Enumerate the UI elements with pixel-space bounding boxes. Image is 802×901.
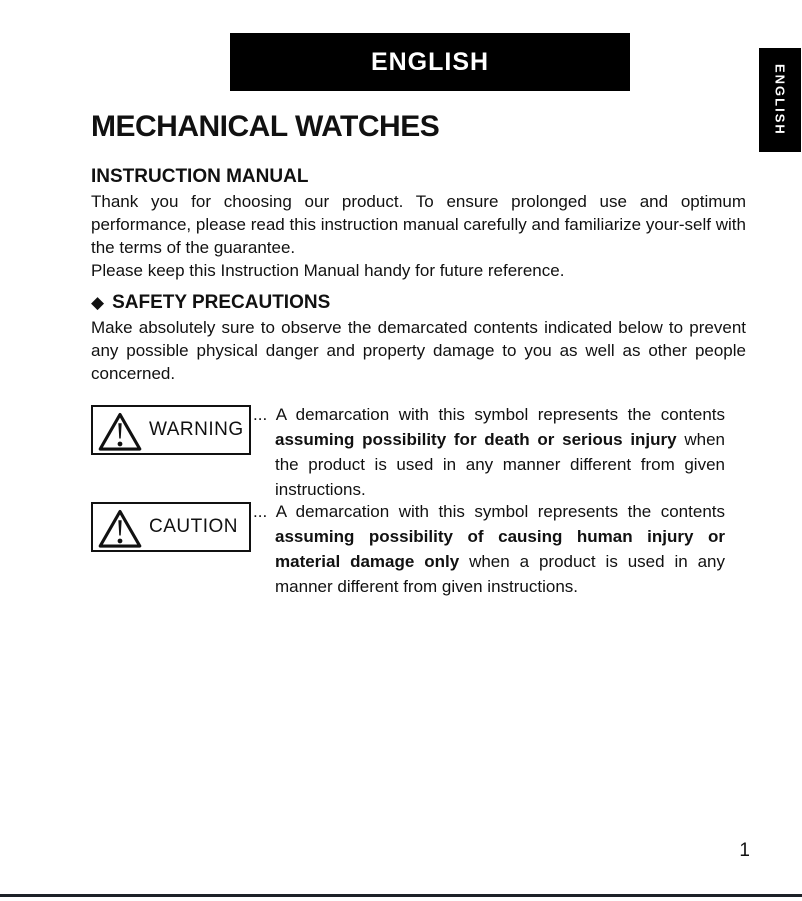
safety-precautions-heading bbox=[91, 292, 746, 314]
bottom-rule bbox=[0, 894, 802, 897]
warning-description bbox=[253, 402, 725, 502]
warning-desc-bold: assuming possibility for death or serious injury bbox=[275, 430, 677, 449]
page-number: 1 bbox=[739, 840, 750, 861]
safety-intro-paragraph: Make absolutely sure to observe the demarcated contents indicated below to prevent any possible physical danger and property damage to you as well as other people concerned. bbox=[91, 318, 746, 383]
language-banner bbox=[230, 33, 630, 91]
caution-label: CAUTION bbox=[149, 516, 238, 537]
warning-sign-box bbox=[91, 405, 251, 455]
keep-note-paragraph: Please keep this Instruction Manual handy for future reference. bbox=[91, 261, 565, 280]
language-side-tab bbox=[759, 48, 801, 152]
instruction-manual-heading: INSTRUCTION MANUAL bbox=[91, 166, 309, 187]
warning-label: WARNING bbox=[149, 419, 244, 440]
caution-desc-suffix: when a product is used in any manner different from given instructions. bbox=[275, 552, 725, 596]
side-tab-label: ENGLISH bbox=[772, 64, 788, 136]
caution-row bbox=[91, 502, 746, 599]
warning-desc-prefix: ... A demarcation with this symbol represents the contents bbox=[253, 405, 725, 424]
page-content bbox=[91, 112, 746, 599]
caution-desc-bold: assuming possibility of causing human injury or material damage only bbox=[275, 527, 725, 571]
warning-triangle-icon bbox=[97, 411, 143, 453]
caution-desc-prefix: ... A demarcation with this symbol represents the contents bbox=[253, 502, 725, 521]
language-banner-label: ENGLISH bbox=[370, 47, 490, 76]
diamond-bullet-icon: ◆ bbox=[91, 293, 105, 312]
warning-desc-suffix: when the product is used in any manner different from given instructions. bbox=[275, 430, 725, 499]
intro-paragraph: Thank you for choosing our product. To ensure prolonged use and optimum performance, please read this instruction manual carefully and familiarize your-self with the terms of the guarantee. bbox=[91, 192, 746, 257]
caution-triangle-icon bbox=[97, 508, 143, 550]
caution-description bbox=[253, 499, 725, 599]
page-title: MECHANICAL WATCHES bbox=[91, 110, 440, 143]
safety-heading-label: SAFETY PRECAUTIONS bbox=[112, 292, 331, 313]
warning-row bbox=[91, 405, 746, 502]
caution-sign-box bbox=[91, 502, 251, 552]
